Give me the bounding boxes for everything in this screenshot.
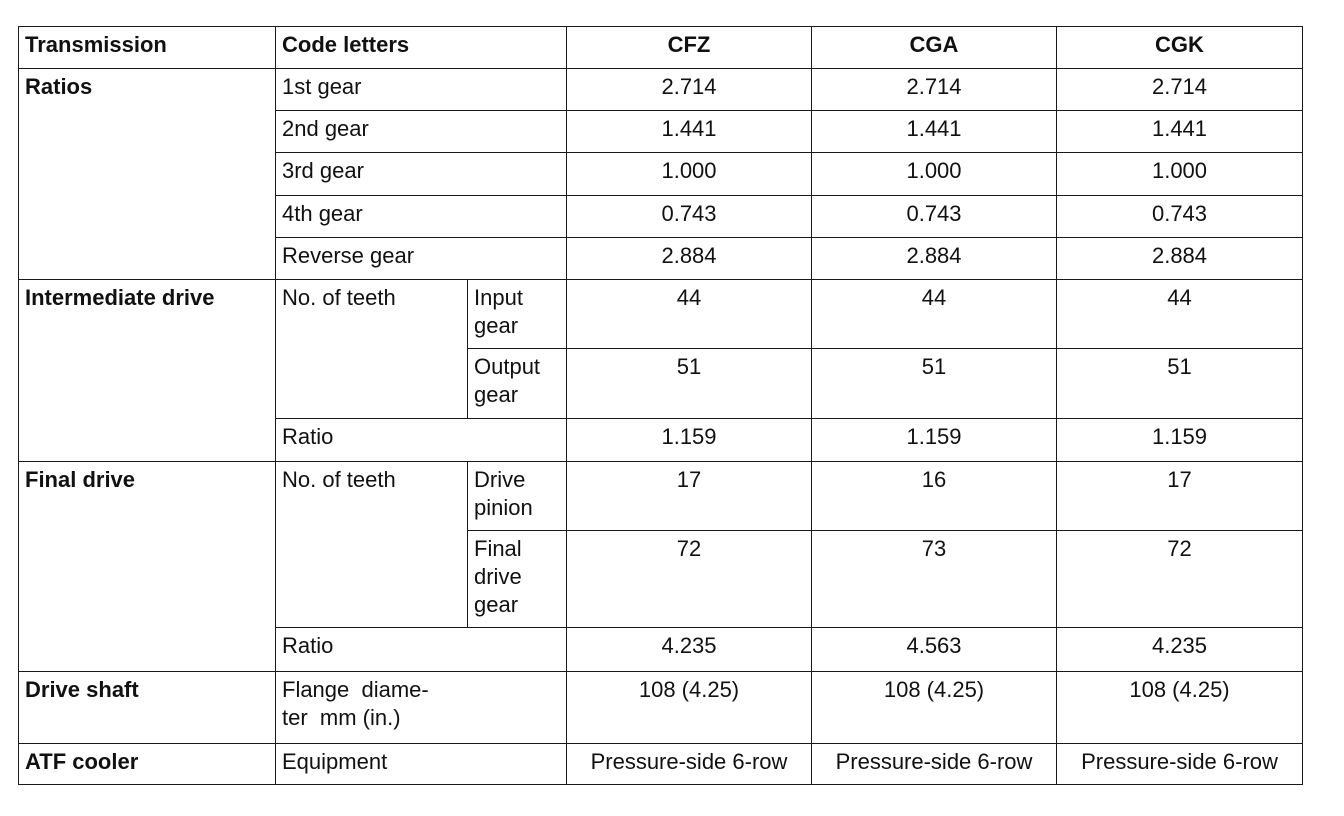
flange-label-line: Flange diame-: [282, 677, 429, 703]
sub-label-drive-pinion: [468, 461, 567, 530]
sub-label-line: gear: [474, 591, 519, 617]
value-cfz: 72: [567, 530, 812, 627]
header-spacer: [468, 27, 567, 69]
sub-label-line: Drive: [474, 466, 526, 492]
row-label: 1st gear: [276, 69, 468, 111]
sub-label-line: Final: [474, 535, 522, 561]
value-cfz: Pressure-side 6-row: [567, 743, 812, 784]
value-cga: 108 (4.25): [812, 672, 1057, 743]
header-code-cga: CGA: [812, 27, 1057, 69]
label-spacer: [468, 419, 567, 461]
value-cgk: 72: [1057, 530, 1303, 627]
sub-label-line: gear: [474, 382, 519, 408]
value-cga: 16: [812, 461, 1057, 530]
value-cga: 44: [812, 279, 1057, 348]
value-cga: 73: [812, 530, 1057, 627]
header-code-letters: Code letters: [276, 27, 468, 69]
sub-label-line: Output: [474, 354, 541, 380]
table-row: [19, 743, 1303, 784]
sub-label-output-gear: [468, 349, 567, 419]
label-spacer: [468, 628, 567, 672]
group-intermediate-drive: Intermediate drive: [19, 279, 276, 461]
value-cfz: 1.441: [567, 111, 812, 153]
value-cgk: 17: [1057, 461, 1303, 530]
sub-label-line: Input: [474, 284, 523, 310]
value-cgk: 2.884: [1057, 237, 1303, 279]
sub-label-input-gear: [468, 279, 567, 348]
label-spacer: [468, 111, 567, 153]
table-row: [19, 69, 1303, 111]
value-cfz: 17: [567, 461, 812, 530]
sub-label-line: gear: [474, 312, 519, 338]
table-row: [19, 672, 1303, 743]
table-row: [19, 279, 1303, 348]
value-cgk: Pressure-side 6-row: [1057, 743, 1303, 784]
value-cfz: 108 (4.25): [567, 672, 812, 743]
value-cga: 1.000: [812, 153, 1057, 195]
value-cgk: 51: [1057, 349, 1303, 419]
row-label: 4th gear: [276, 195, 468, 237]
value-cfz: 1.000: [567, 153, 812, 195]
table-row: [19, 461, 1303, 530]
header-code-cfz: CFZ: [567, 27, 812, 69]
value-cga: 0.743: [812, 195, 1057, 237]
group-atf-cooler: ATF cooler: [19, 743, 276, 784]
group-ratios: Ratios: [19, 69, 276, 280]
group-final-drive: Final drive: [19, 461, 276, 672]
value-cfz: 1.159: [567, 419, 812, 461]
value-cfz: 2.714: [567, 69, 812, 111]
teeth-label: No. of teeth: [276, 461, 468, 628]
label-spacer: [468, 672, 567, 743]
sub-label-final-drive-gear: [468, 530, 567, 627]
label-spacer: [468, 69, 567, 111]
header-row: [19, 27, 1303, 69]
group-drive-shaft: Drive shaft: [19, 672, 276, 743]
value-cgk: 2.714: [1057, 69, 1303, 111]
value-cgk: 1.159: [1057, 419, 1303, 461]
value-cga: 2.714: [812, 69, 1057, 111]
label-spacer: [468, 195, 567, 237]
header-code-cgk: CGK: [1057, 27, 1303, 69]
value-cfz: 44: [567, 279, 812, 348]
value-cfz: 0.743: [567, 195, 812, 237]
row-label: Ratio: [276, 628, 468, 672]
header-transmission: Transmission: [19, 27, 276, 69]
value-cga: 1.159: [812, 419, 1057, 461]
row-label: 2nd gear: [276, 111, 468, 153]
value-cgk: 108 (4.25): [1057, 672, 1303, 743]
teeth-label: No. of teeth: [276, 279, 468, 419]
value-cfz: 4.235: [567, 628, 812, 672]
value-cgk: 0.743: [1057, 195, 1303, 237]
flange-label: [276, 672, 468, 743]
value-cga: Pressure-side 6-row: [812, 743, 1057, 784]
row-label: 3rd gear: [276, 153, 468, 195]
flange-label-line: ter mm (in.): [282, 705, 401, 731]
sub-label-line: drive: [474, 563, 522, 589]
value-cfz: 51: [567, 349, 812, 419]
row-label: Reverse gear: [276, 237, 468, 279]
sub-label-line: pinion: [474, 494, 533, 520]
label-spacer: [468, 237, 567, 279]
label-spacer: [468, 153, 567, 195]
value-cga: 1.441: [812, 111, 1057, 153]
value-cgk: 1.000: [1057, 153, 1303, 195]
value-cgk: 1.441: [1057, 111, 1303, 153]
value-cgk: 4.235: [1057, 628, 1303, 672]
value-cfz: 2.884: [567, 237, 812, 279]
value-cgk: 44: [1057, 279, 1303, 348]
value-cga: 51: [812, 349, 1057, 419]
value-cga: 4.563: [812, 628, 1057, 672]
row-label: Ratio: [276, 419, 468, 461]
label-spacer: [468, 743, 567, 784]
transmission-spec-table: [18, 26, 1303, 785]
row-label: Equipment: [276, 743, 468, 784]
value-cga: 2.884: [812, 237, 1057, 279]
